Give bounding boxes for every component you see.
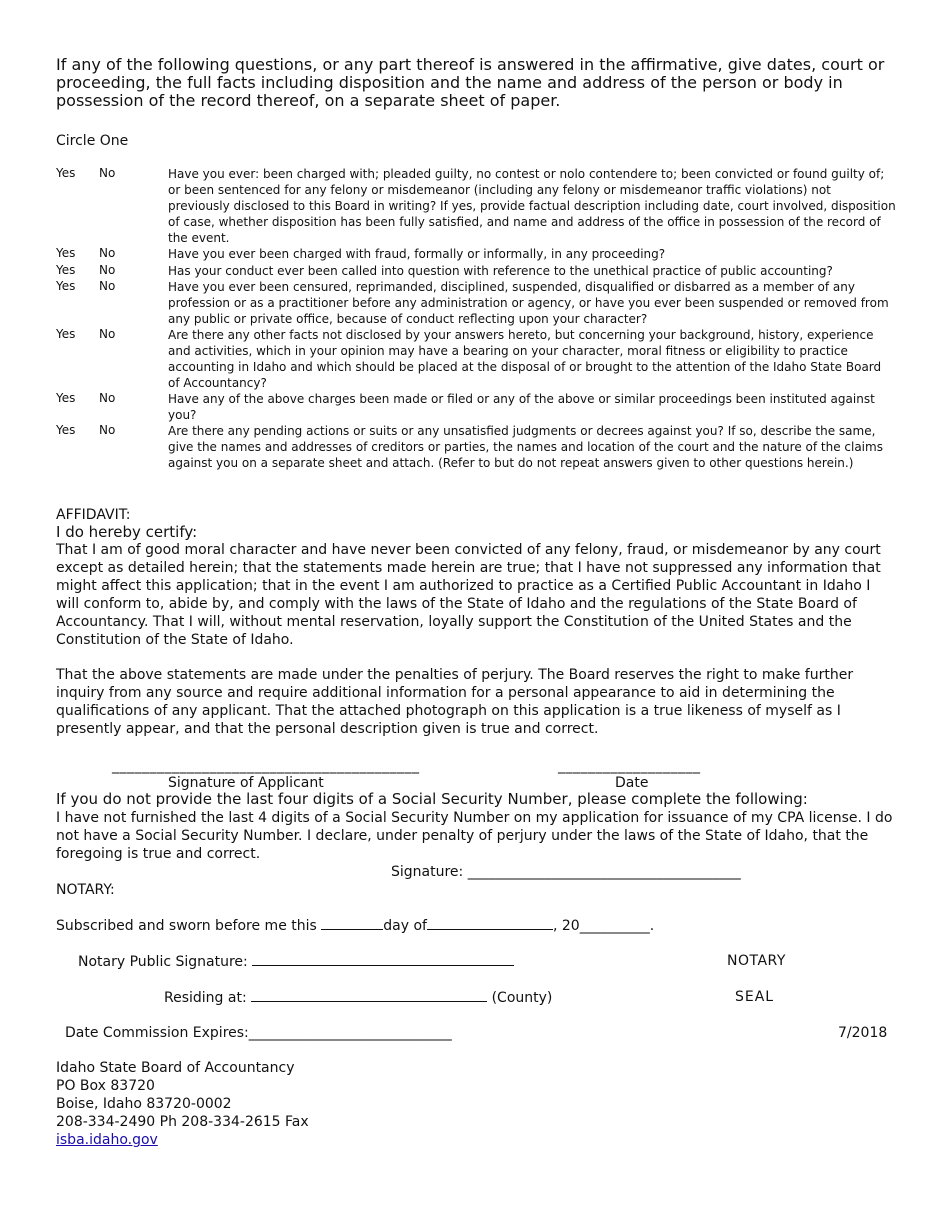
sworn-day-label: day of <box>383 918 427 934</box>
question-text: Are there any pending actions or suits or any unsatisfied judgments or decrees against you? If so, describe the same, give the names and addresses of creditors or parties, the names and location of the court and the nature of the claims against you on a separate sheet and attach. (Refer to but do not repeat answers given to other questions herein.) <box>168 424 883 470</box>
affidavit-paragraph-1: That I am of good moral character and have never been convicted of any felony, fraud, or misdemeanor by any court except as detailed herein; that the statements made herein are true; that I have not suppressed any information that might affect this application; that in the event I am authorized to practice as a Certified Public Accountant in Idaho I will conform to, abide by, and comply with the laws of the State of Idaho and the regulations of the State Board of Accountancy. That I will, without mental reservation, loyally support the Constitution of the United States and the Constitution of the State of Idaho. <box>56 542 881 648</box>
footer-po-box: PO Box 83720 <box>56 1078 155 1094</box>
no-option[interactable]: No <box>99 263 116 277</box>
yes-option[interactable]: Yes <box>56 279 76 293</box>
notary-signature-label: Notary Public Signature: <box>78 954 248 970</box>
question-text: Are there any other facts not disclosed by your answers hereto, but concerning your background, history, experience and activities, which in your opinion may have a bearing on your character, moral fitness or eligibility to practice accounting in Idaho and which should be placed at the disposal of or brought to the attention of the Idaho State Board of Accountancy? <box>168 328 882 390</box>
residing-at <box>164 988 552 1007</box>
question-text: Has your conduct ever been called into question with reference to the unethical practice of public accounting? <box>168 264 833 278</box>
commission-field[interactable]: _____________________________ <box>248 1025 452 1041</box>
ssn-heading: If you do not provide the last four digits of a Social Security Number, please complete the following: <box>56 790 808 808</box>
notary-public-signature <box>78 952 514 971</box>
yes-option[interactable]: Yes <box>56 423 76 437</box>
no-option[interactable]: No <box>99 423 116 437</box>
notary-signature-field[interactable] <box>252 952 514 966</box>
footer-phone: 208-334-2490 Ph 208-334-2615 Fax <box>56 1114 309 1130</box>
yes-option[interactable]: Yes <box>56 166 76 180</box>
ssn-signature-label: Signature: <box>391 864 464 880</box>
sworn-year-field[interactable]: __________ <box>579 918 650 934</box>
ssn-declaration: I have not furnished the last 4 digits of a Social Security Number on my application for issuance of my CPA license. I do not have a Social Security Number. I declare, under penalty of perjury under the laws of the State of Idaho, that the foregoing is true and correct. <box>56 810 893 862</box>
intro-paragraph: If any of the following questions, or any part thereof is answered in the affirmative, give dates, court or proceeding, the full facts including disposition and the name and address of the person or body in possession of the record thereof, on a separate sheet of paper. <box>56 55 885 110</box>
question-text: Have you ever: been charged with; pleaded guilty, no contest or nolo contendere to; been convicted or found guilty of; or been sentenced for any felony or misdemeanor (including any felony or misdemeanor traffic violations) not previously disclosed to this Board in writing? If yes, provide factual description including date, court involved, disposition of case, whether disposition has been fully satisfied, and name and address of the office in possession of the record of the event. <box>168 167 896 245</box>
no-option[interactable]: No <box>99 391 116 405</box>
commission-expires <box>65 1024 452 1042</box>
affidavit-heading: AFFIDAVIT: <box>56 507 131 523</box>
circle-one-label: Circle One <box>56 133 129 149</box>
commission-label: Date Commission Expires: <box>65 1025 249 1041</box>
sworn-prefix: Subscribed and sworn before me this <box>56 918 317 934</box>
residing-label: Residing at: <box>164 990 247 1006</box>
footer-org: Idaho State Board of Accountancy <box>56 1060 295 1076</box>
signature-of-applicant-label: Signature of Applicant <box>168 775 324 791</box>
date-label: Date <box>615 775 649 791</box>
question-text: Have you ever been charged with fraud, formally or informally, in any proceeding? <box>168 247 666 261</box>
no-option[interactable]: No <box>99 166 116 180</box>
sworn-day-field[interactable] <box>321 916 383 930</box>
yes-option[interactable]: Yes <box>56 263 76 277</box>
applicant-signature-line[interactable]: _________________________________________ <box>112 758 420 774</box>
certify-line: I do hereby certify: <box>56 523 198 541</box>
sworn-year-label: , 20 <box>552 918 580 934</box>
residing-field[interactable] <box>251 988 487 1002</box>
question-text: Have you ever been censured, reprimanded, disciplined, suspended, disqualified or disbarred as a member of any profession or as a practitioner before any administration or agency, or have you ever been suspended or removed from any public or private office, because of conduct reflecting upon your character? <box>168 280 889 326</box>
footer-website-link[interactable]: isba.idaho.gov <box>56 1132 158 1148</box>
no-option[interactable]: No <box>99 327 116 341</box>
seal-word: SEAL <box>735 989 775 1005</box>
form-revision-date: 7/2018 <box>838 1025 888 1041</box>
yes-option[interactable]: Yes <box>56 327 76 341</box>
notary-word: NOTARY <box>727 953 786 969</box>
no-option[interactable]: No <box>99 246 116 260</box>
sworn-line <box>56 916 654 935</box>
yes-option[interactable]: Yes <box>56 246 76 260</box>
ssn-signature-line[interactable]: _______________________________________ <box>467 864 741 880</box>
ssn-signature <box>391 863 741 881</box>
question-text: Have any of the above charges been made or filed or any of the above or similar proceedings been instituted against you? <box>168 392 875 422</box>
affidavit-paragraph-2: That the above statements are made under the penalties of perjury. The Board reserves the right to make further inquiry from any source and require additional information for a personal appearance to aid in determining the qualifications of any applicant. That the attached photograph on this application is a true likeness of myself as I presently appear, and that the personal description given is true and correct. <box>56 667 854 737</box>
sworn-end: . <box>649 918 655 934</box>
notary-heading: NOTARY: <box>56 882 115 898</box>
county-label: (County) <box>491 990 553 1006</box>
yes-option[interactable]: Yes <box>56 391 76 405</box>
date-line[interactable]: ___________________ <box>558 758 701 774</box>
footer-city: Boise, Idaho 83720-0002 <box>56 1096 232 1112</box>
sworn-month-field[interactable] <box>427 916 553 930</box>
no-option[interactable]: No <box>99 279 116 293</box>
